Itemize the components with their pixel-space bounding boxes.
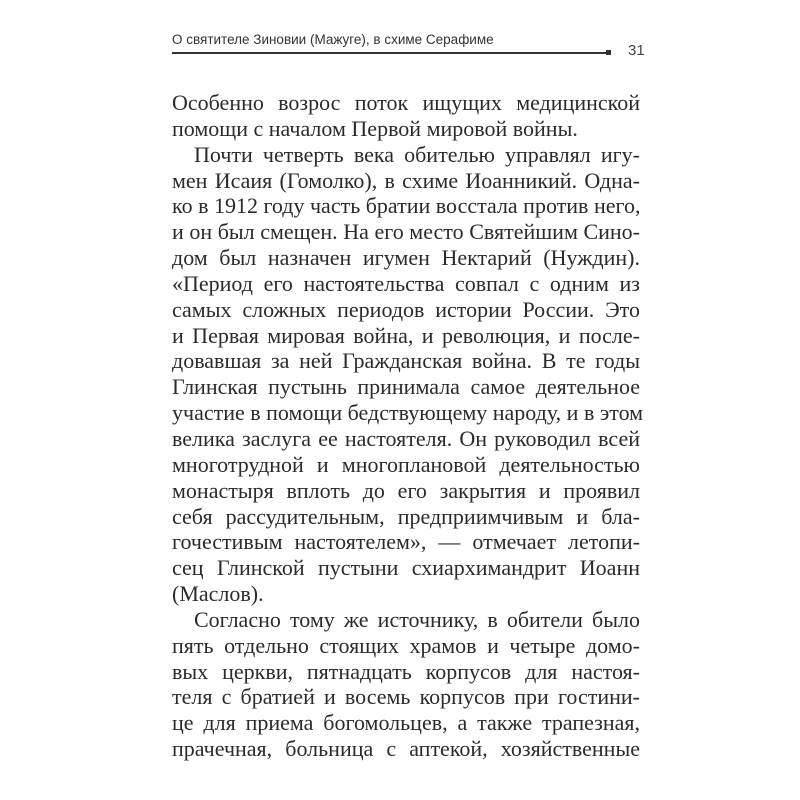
text-line: монастыря вплоть до его закрытия и проявил: [172, 477, 640, 503]
text-line: вых церкви, пятнадцать корпусов для настоя-: [172, 658, 640, 684]
text-line: Почти четверть века обителью управлял игу-: [194, 141, 640, 167]
text-line: гочестивым настоятелем», — отмечает летопи-: [172, 529, 640, 555]
text-line: дом был назначен игумен Нектарий (Нуждин).: [172, 245, 640, 271]
text-line: сец Глинской пустыни схиархимандрит Иоанн: [172, 555, 640, 581]
text-line: «Период его настоятельства совпал с одним из: [172, 270, 640, 296]
text-line: велика заслуга ее настоятеля. Он руководил всей: [172, 425, 640, 451]
text-line: пять отдельно стоящих храмов и четыре домо-: [172, 632, 640, 658]
body-text: [172, 90, 644, 762]
text-line: Особенно возрос поток ищущих медицинской: [172, 90, 640, 115]
text-line: теля с братией и восемь корпусов при гостини-: [172, 684, 640, 710]
running-title: О святителе Зиновии (Мажуге), в схиме Серафиме: [172, 32, 494, 47]
text-line: Согласно тому же источнику, в обители было: [194, 606, 640, 632]
text-line: прачечная, больница с аптекой, хозяйственные: [172, 736, 640, 762]
text-line: многотрудной и многоплановой деятельностью: [172, 451, 640, 477]
text-line: и он был смещен. На его место Святейшим Сино-: [172, 219, 640, 245]
page-header: [172, 30, 645, 60]
text-line: помощи с началом Первой мировой войны.: [172, 115, 578, 141]
text-line: це для приема богомольцев, а также трапезная,: [172, 710, 640, 736]
header-rule: [172, 52, 608, 54]
text-line: участие в помощи бедствующему народу, и в этом: [172, 400, 644, 426]
text-line: себя рассудительным, предприимчивым и бла-: [172, 503, 640, 529]
rule-end-square: [606, 50, 611, 55]
text-line: Глинская пустынь принимала самое деятельное: [172, 374, 640, 400]
page-number: 31: [628, 42, 645, 59]
text-line: ко в 1912 году часть братии восстала против него,: [172, 193, 641, 219]
text-line: мен Исаия (Гомолко), в схиме Иоанникий. Одна-: [172, 167, 640, 193]
text-line: самых сложных периодов истории России. Это: [172, 296, 640, 322]
text-line: (Маслов).: [172, 581, 264, 607]
text-line: довавшая за ней Гражданская война. В те годы: [172, 348, 640, 374]
text-line: и Первая мировая война, и революция, и после-: [172, 322, 640, 348]
